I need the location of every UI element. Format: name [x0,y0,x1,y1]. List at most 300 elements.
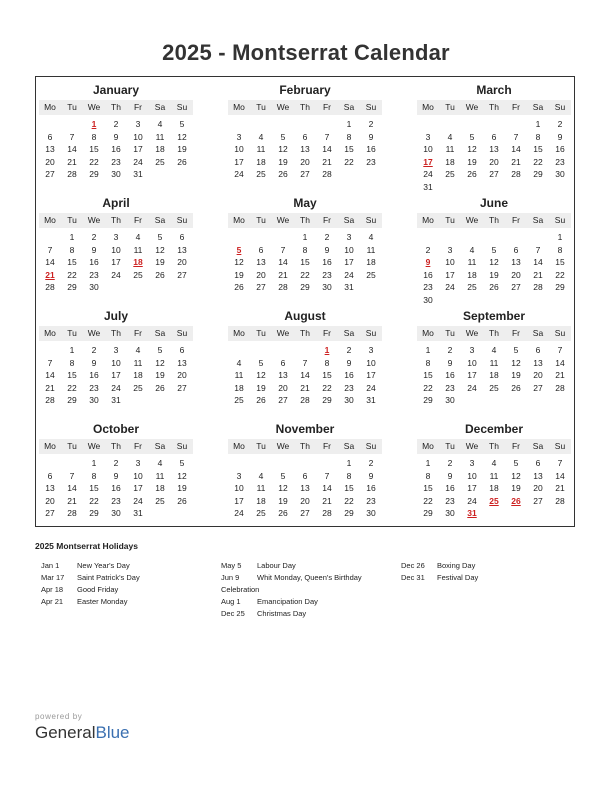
calendar-day: 18 [256,156,266,167]
weekday-label: Sa [343,328,355,338]
weekday-label: Tu [445,441,455,451]
calendar-day: 12 [177,470,187,481]
calendar-day: 16 [555,144,565,154]
calendar-day: 31 [133,508,143,518]
calendar-day: 14 [511,144,521,154]
holiday-date: 18 [133,257,143,267]
calendar-day: 19 [177,144,187,154]
calendar-day: 17 [111,257,121,267]
calendar-day: 7 [280,244,286,255]
calendar-day: 21 [555,370,565,380]
calendar-day: 25 [445,169,455,179]
calendar-day: 30 [445,508,455,518]
calendar-day: 18 [489,483,499,493]
calendar-day: 22 [423,382,433,393]
weekday-label: We [276,215,290,225]
calendar-day: 4 [258,131,264,142]
calendar-day: 19 [489,269,499,280]
calendar-day: 13 [177,357,187,368]
weekday-label: Su [554,328,566,338]
weekday-label: We [276,102,290,112]
calendar-day: 11 [489,470,499,481]
month-name: April [102,196,130,210]
calendar-day: 21 [67,495,77,506]
weekday-label: Fr [511,441,521,451]
calendar-day: 30 [111,169,121,179]
calendar-day: 14 [45,370,55,380]
calendar-day: 5 [258,357,264,368]
calendar-day: 28 [45,282,55,292]
weekday-label: We [276,328,290,338]
weekday-label: Mo [422,328,434,338]
holiday-date: 17 [423,156,433,167]
calendar-day: 1 [69,232,75,242]
calendar-day: 11 [155,470,165,481]
calendar-day: 26 [155,382,165,393]
month-june [417,195,571,305]
calendar-day: 22 [67,382,77,393]
calendar-day: 4 [157,119,163,129]
calendar-day: 8 [557,244,563,255]
calendar-day: 4 [469,244,475,255]
calendar-day: 1 [346,458,352,468]
calendar-day: 24 [467,495,477,506]
calendar-day: 27 [300,508,310,518]
calendar-day: 2 [113,458,119,468]
calendar-day: 8 [91,470,97,481]
calendar-day: 10 [366,357,376,368]
weekday-header [39,439,193,454]
weekday-label: Fr [133,328,143,338]
month-name: October [92,422,139,436]
calendar-day: 23 [111,495,121,506]
calendar-day: 4 [258,470,264,481]
calendar-day: 3 [236,470,242,481]
calendar-day: 8 [91,131,97,142]
weekday-label: Fr [322,102,332,112]
calendar-day: 31 [366,395,376,405]
calendar-day: 26 [155,269,165,280]
weekday-label: We [87,215,101,225]
calendar-day: 9 [91,357,97,368]
calendar-day: 30 [111,508,121,518]
brand-logo[interactable] [35,723,130,743]
calendar-day: 18 [155,144,165,154]
weekday-label: Sa [532,328,544,338]
calendar-day: 24 [344,269,354,280]
calendar-day: 23 [555,156,565,167]
calendar-day: 17 [111,370,121,380]
calendar-day: 4 [236,357,242,368]
calendar-day: 23 [344,382,354,393]
holiday-item [41,596,211,608]
calendar-day: 22 [555,269,565,280]
calendar-day: 23 [89,382,99,393]
calendar-day: 4 [157,458,163,468]
calendar-day: 21 [322,495,332,506]
calendar-day: 6 [47,131,53,142]
calendar-day: 30 [445,395,455,405]
calendar-day: 2 [91,232,97,242]
month-name: July [103,309,128,323]
weekday-label: Tu [67,328,77,338]
holiday-name: Saint Patrick's Day [77,573,140,582]
calendar-day: 27 [533,495,543,506]
calendar-day: 28 [300,395,310,405]
calendar-day: 12 [278,483,288,493]
weekday-label: Mo [233,441,245,451]
holiday-name: New Year's Day [77,561,130,570]
calendar-day: 17 [133,144,143,154]
month-name: March [476,83,512,97]
calendar-day: 5 [469,131,475,142]
weekday-label: Sa [154,328,166,338]
calendar-day: 2 [113,119,119,129]
calendar-day: 25 [155,495,165,506]
holiday-item [41,584,211,596]
calendar-day: 10 [111,357,121,368]
calendar-day: 20 [177,257,187,267]
calendar-day: 5 [157,345,163,355]
weekday-header [417,100,571,115]
calendar-day: 9 [368,470,374,481]
calendar-day: 7 [69,131,75,142]
holiday-item [221,584,396,596]
calendar-day: 4 [447,131,453,142]
calendar-day: 7 [535,244,541,255]
weekday-label: Fr [511,102,521,112]
month-name: August [284,309,326,323]
calendar-day: 31 [423,181,433,192]
calendar-day: 2 [368,119,374,129]
calendar-day: 11 [234,370,244,380]
calendar-day: 12 [511,357,521,368]
calendar-day: 12 [511,470,521,481]
calendar-day: 28 [278,282,288,292]
calendar-day: 2 [447,458,453,468]
calendar-day: 4 [368,232,374,242]
calendar-day: 22 [67,269,77,280]
calendar-day: 27 [177,382,187,393]
calendar-day: 21 [555,483,565,493]
weekday-label: Su [365,441,377,451]
calendar-day: 5 [513,458,519,468]
weekday-label: Sa [532,441,544,451]
weekday-header [228,213,382,228]
calendar-day: 16 [111,144,121,154]
calendar-day: 15 [322,370,332,380]
weekday-label: Fr [322,328,332,338]
calendar-day: 13 [300,144,310,154]
calendar-day: 17 [445,269,455,280]
calendar-day: 18 [155,483,165,493]
calendar-day: 17 [366,370,376,380]
calendar-day: 18 [133,370,143,380]
calendar-day: 26 [278,169,288,179]
calendar-day: 10 [234,144,244,154]
calendar-day: 13 [533,470,543,481]
calendar-day: 29 [67,282,77,292]
calendar-day: 4 [491,345,497,355]
calendar-day: 30 [423,294,433,305]
calendar-day: 14 [300,370,310,380]
calendar-day: 9 [113,131,119,142]
weekday-label: Mo [44,102,56,112]
calendar-day: 18 [489,370,499,380]
weekday-label: We [87,328,101,338]
calendar-day: 2 [447,345,453,355]
calendar-day: 9 [557,131,563,142]
holiday-date: 5 [236,244,242,255]
calendar-day: 1 [346,119,352,129]
calendar-day: 16 [344,370,354,380]
calendar-day: 22 [344,156,354,167]
calendar-day: 22 [344,495,354,506]
weekday-header [228,100,382,115]
calendar-day: 19 [177,483,187,493]
calendar-day: 13 [177,244,187,255]
calendar-day: 28 [555,382,565,393]
calendar-day: 21 [45,382,55,393]
calendar-day: 1 [425,458,431,468]
calendar-day: 3 [135,458,141,468]
calendar-day: 5 [280,131,286,142]
weekday-label: Su [365,102,377,112]
calendar-day: 20 [533,370,543,380]
calendar-day: 14 [533,257,543,267]
calendar-day: 6 [280,357,286,368]
calendar-day: 10 [111,244,121,255]
weekday-header [417,213,571,228]
calendar-day: 6 [302,131,308,142]
calendar-day: 13 [45,144,55,154]
calendar-day: 6 [179,232,185,242]
calendar-day: 7 [302,357,308,368]
calendar-day: 5 [179,119,185,129]
holiday-name: Whit Monday, Queen's Birthday [257,573,362,582]
weekday-header [39,213,193,228]
weekday-label: Su [554,441,566,451]
calendar-day: 20 [256,269,266,280]
weekday-header [39,100,193,115]
holiday-date: 1 [91,119,97,129]
calendar-day: 28 [45,395,55,405]
calendar-day: 29 [67,395,77,405]
calendar-day: 21 [67,156,77,167]
calendar-day: 19 [278,495,288,506]
weekday-label: Mo [422,441,434,451]
calendar-day: 24 [234,169,244,179]
calendar-day: 2 [425,244,431,255]
calendar-day: 24 [467,382,477,393]
calendar-day: 15 [344,483,354,493]
calendar-day: 15 [67,370,77,380]
calendar-day: 9 [447,357,453,368]
holiday-date-label: Aug 1 [221,597,241,606]
calendar-day: 2 [324,232,330,242]
calendar-day: 5 [280,470,286,481]
calendar-day: 8 [324,357,330,368]
calendar-day: 15 [300,257,310,267]
weekday-label: Sa [154,441,166,451]
calendar-day: 26 [256,395,266,405]
weekday-label: We [465,215,479,225]
calendar-day: 1 [535,119,541,129]
calendar-day: 7 [557,458,563,468]
calendar-day: 20 [511,269,521,280]
calendar-day: 5 [513,345,519,355]
calendar-day: 11 [256,144,266,154]
calendar-day: 16 [89,257,99,267]
calendar-day: 2 [557,119,563,129]
calendar-day: 29 [89,508,99,518]
calendar-day: 25 [155,156,165,167]
calendar-day: 11 [155,131,165,142]
holiday-name: Festival Day [437,573,479,582]
holiday-column [221,560,396,620]
calendar-day: 31 [344,282,354,292]
calendar-day: 17 [467,483,477,493]
holiday-date: 25 [489,495,499,506]
calendar-day: 8 [346,131,352,142]
calendar-day: 3 [469,458,475,468]
calendar-day: 30 [322,282,332,292]
weekday-label: Th [489,215,499,225]
calendar-day: 30 [555,169,565,179]
calendar-day: 27 [45,169,55,179]
weekday-label: Su [176,102,188,112]
calendar-day: 26 [177,495,187,506]
calendar-day: 27 [278,395,288,405]
weekday-label: Fr [322,215,332,225]
weekday-label: Th [489,102,499,112]
calendar-day: 20 [300,495,310,506]
calendar-day: 27 [533,382,543,393]
calendar-day: 21 [511,156,521,167]
holiday-name: Easter Monday [77,597,128,606]
weekday-label: Th [300,102,310,112]
holidays-heading: 2025 Montserrat Holidays [35,541,138,551]
calendar-day: 9 [346,357,352,368]
weekday-label: Tu [256,215,266,225]
month-april [39,195,193,299]
weekday-label: Sa [154,102,166,112]
weekday-label: Su [176,441,188,451]
month-february [228,82,382,186]
holiday-date-label: Dec 25 [221,609,245,618]
weekday-label: Mo [44,328,56,338]
calendar-day: 7 [324,131,330,142]
weekday-label: Su [176,328,188,338]
calendar-day: 16 [366,144,376,154]
weekday-label: Fr [322,441,332,451]
calendar-day: 25 [256,169,266,179]
calendar-day: 16 [423,269,433,280]
weekday-label: Th [111,328,121,338]
brand-general: General [35,723,96,742]
calendar-day: 7 [557,345,563,355]
holiday-name: Emancipation Day [257,597,318,606]
calendar-day: 13 [489,144,499,154]
weekday-label: Tu [67,441,77,451]
weekday-label: Sa [343,102,355,112]
calendar-day: 12 [155,244,165,255]
weekday-label: We [87,441,101,451]
calendar-day: 14 [322,144,332,154]
calendar-day: 28 [67,508,77,518]
calendar-day: 8 [346,470,352,481]
calendar-day: 13 [300,483,310,493]
calendar-day: 16 [445,483,455,493]
calendar-day: 15 [89,144,99,154]
calendar-day: 4 [491,458,497,468]
calendar-day: 3 [113,345,119,355]
calendar-day: 14 [322,483,332,493]
calendar-day: 26 [234,282,244,292]
weekday-label: Su [176,215,188,225]
calendar-day: 5 [157,232,163,242]
weekday-label: Tu [256,102,266,112]
calendar-day: 22 [89,156,99,167]
calendar-day: 6 [47,470,53,481]
calendar-day: 8 [69,244,75,255]
calendar-day: 8 [425,470,431,481]
calendar-day: 7 [47,244,53,255]
weekday-header [228,326,382,341]
weekday-label: Su [554,215,566,225]
calendar-day: 20 [177,370,187,380]
weekday-label: Sa [532,102,544,112]
weekday-label: Mo [422,215,434,225]
month-march [417,82,571,192]
calendar-day: 11 [133,244,143,255]
holiday-date-label: Apr 21 [41,597,64,606]
calendar-day: 31 [111,395,121,405]
weekday-label: Mo [233,328,245,338]
calendar-day: 17 [234,495,244,506]
calendar-day: 5 [491,244,497,255]
calendar-day: 16 [111,483,121,493]
calendar-day: 26 [177,156,187,167]
calendar-day: 20 [278,382,288,393]
weekday-label: Mo [233,215,245,225]
calendar-day: 24 [445,282,455,292]
calendar-day: 28 [67,169,77,179]
calendar-day: 20 [45,156,55,167]
calendar-day: 1 [425,345,431,355]
weekday-label: Th [489,441,499,451]
calendar-day: 21 [533,269,543,280]
calendar-day: 13 [278,370,288,380]
month-name: November [275,422,335,436]
page-title: 2025 - Montserrat Calendar [162,40,450,65]
calendar-day: 27 [177,269,187,280]
calendar-day: 27 [511,282,521,292]
holiday-date: 21 [45,269,55,280]
holiday-date: 9 [425,257,431,267]
calendar-day: 25 [256,508,266,518]
calendar-day: 3 [447,244,453,255]
calendar-day: 10 [423,144,433,154]
calendar-day: 12 [467,144,477,154]
brand-blue: Blue [95,723,130,742]
calendar-day: 25 [234,395,244,405]
month-name: September [462,309,526,323]
powered-by-label: powered by [35,712,83,721]
month-may [228,195,382,299]
calendar-day: 23 [366,495,376,506]
calendar-day: 22 [300,269,310,280]
